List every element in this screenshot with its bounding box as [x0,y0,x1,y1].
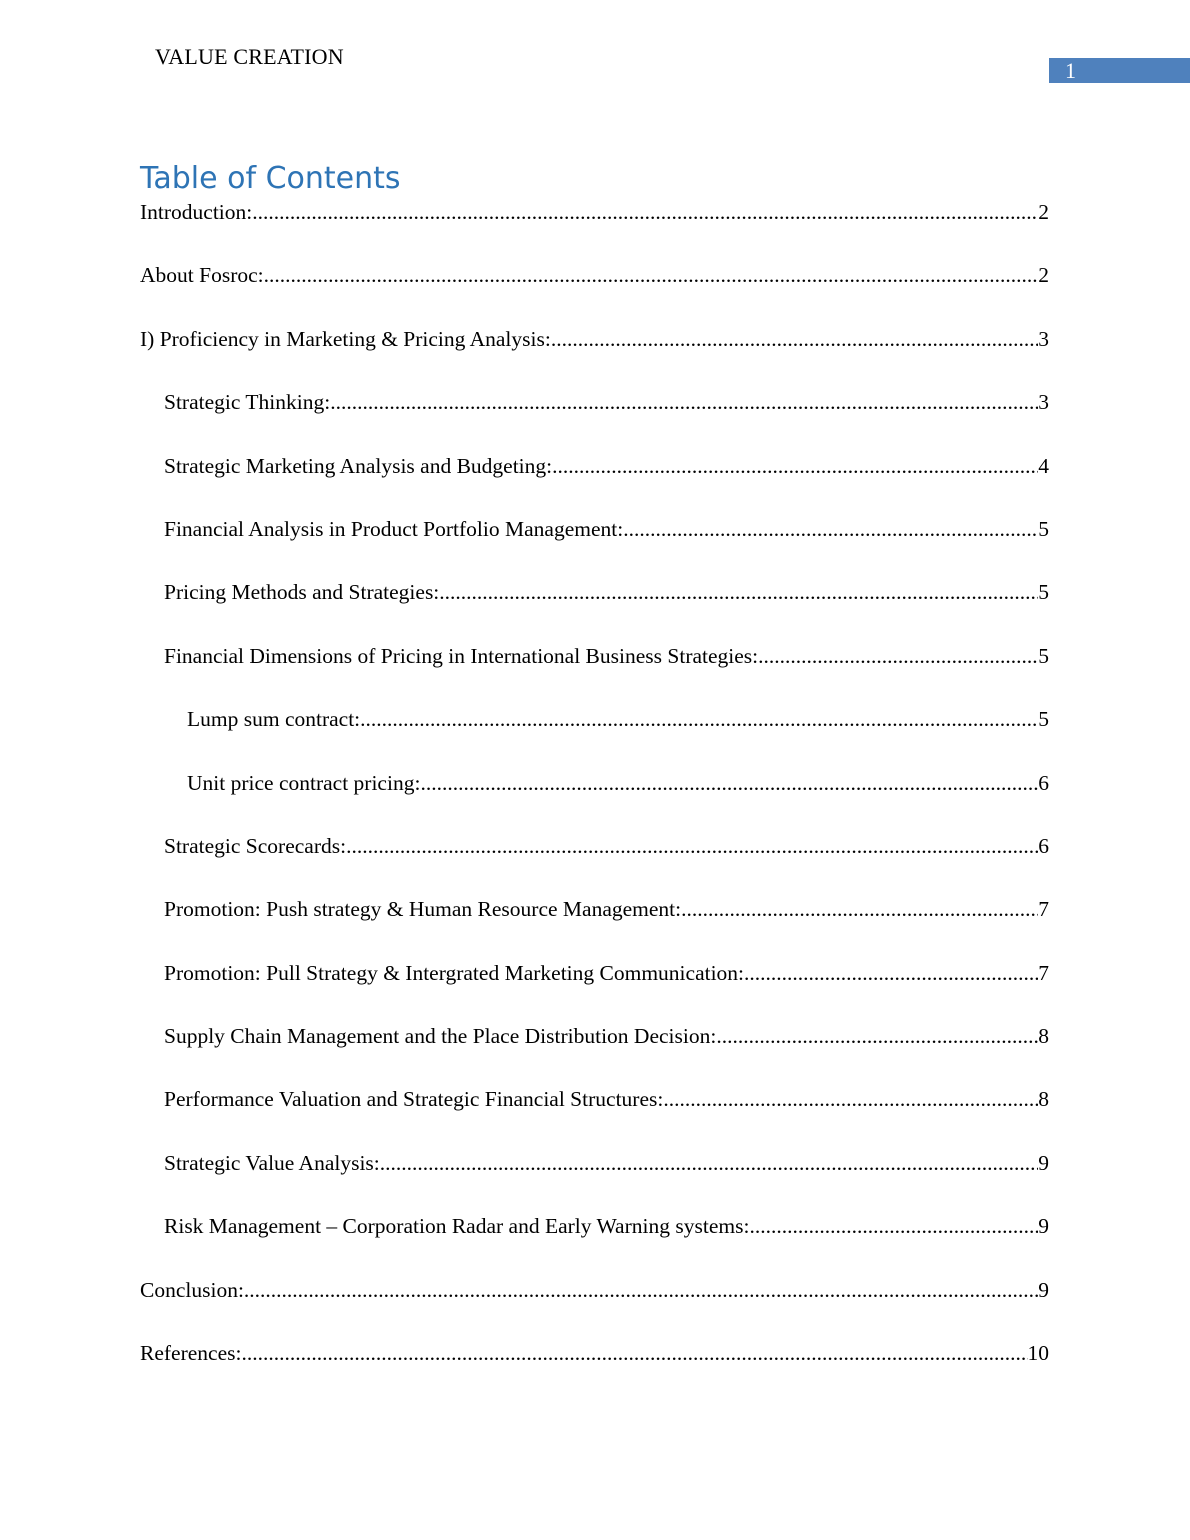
toc-entry-page-number: 5 [1038,643,1049,668]
toc-entry-page-number: 2 [1038,200,1049,224]
toc-entry-page-number: 5 [1038,707,1049,732]
toc-entry[interactable] [140,517,1049,580]
toc-dot-leader [439,580,1038,605]
toc-dot-leader [241,1341,1027,1366]
toc-entry-page-number: 7 [1038,960,1049,985]
toc-entry-title: Strategic Thinking: [164,390,331,415]
page-number: 1 [1065,58,1076,83]
toc-entry[interactable] [140,1087,1049,1150]
toc-dot-leader [346,834,1038,859]
toc-dot-leader [623,517,1038,542]
toc-entry-title: Financial Analysis in Product Portfolio Management: [164,516,624,541]
toc-entry-title: Strategic Marketing Analysis and Budgeting: [164,453,553,478]
toc-entry-title: Supply Chain Management and the Place Distribution Decision: [164,1024,717,1049]
toc-entry-page-number: 10 [1027,1341,1049,1366]
toc-entry-page-number: 8 [1038,1087,1049,1112]
toc-dot-leader [744,961,1038,986]
toc-entry-title: I) Proficiency in Marketing & Pricing Analysis: [140,326,551,351]
toc-entry-title: Risk Management – Corporation Radar and Early Warning systems: [164,1214,750,1239]
toc-entry[interactable] [140,961,1049,1024]
toc-entry-page-number: 8 [1038,1024,1049,1049]
toc-dot-leader [420,771,1038,796]
toc-entry-title: Conclusion: [140,1277,244,1302]
toc-entry-title: Introduction: [140,200,253,224]
toc-entry-title: Promotion: Pull Strategy & Intergrated Marketing Communication: [164,960,745,985]
toc-entry[interactable] [140,263,1049,326]
toc-dot-leader [551,327,1038,352]
toc-dot-leader [552,454,1038,479]
toc-entry-title: Lump sum contract: [187,707,361,732]
toc-entry[interactable] [140,390,1049,453]
toc-entry-page-number: 9 [1038,1277,1049,1302]
toc-entry-page-number: 7 [1038,897,1049,922]
toc-entry[interactable] [140,897,1049,960]
toc-entry[interactable] [140,1024,1049,1087]
toc-dot-leader [749,1214,1038,1239]
toc-entry-title: References: [140,1341,242,1366]
toc-entry[interactable] [140,771,1049,834]
toc-dot-leader [716,1024,1038,1049]
toc-entry[interactable] [140,644,1049,707]
toc-entry[interactable] [140,1151,1049,1214]
toc-entry[interactable] [140,1278,1049,1341]
toc-entry-page-number: 4 [1038,453,1049,478]
toc-entry-title: Financial Dimensions of Pricing in International Business Strategies: [164,643,759,668]
toc-dot-leader [244,1278,1038,1303]
toc-dot-leader [252,200,1038,225]
toc-entry[interactable] [140,327,1049,390]
toc-entry-title: Strategic Value Analysis: [164,1150,380,1175]
toc-entry[interactable] [140,1214,1049,1277]
toc-dot-leader [380,1151,1038,1176]
toc-entry-page-number: 5 [1038,516,1049,541]
toc-dot-leader [681,897,1038,922]
page-number-badge [1049,58,1190,83]
toc-dot-leader [264,263,1039,288]
toc-entry-page-number: 6 [1038,833,1049,858]
toc-entry[interactable] [140,454,1049,517]
toc-entry[interactable] [140,1341,1049,1404]
toc-entry-title: Unit price contract pricing: [187,770,421,795]
running-header-title: VALUE CREATION [155,44,344,69]
toc-entry-page-number: 3 [1038,390,1049,415]
toc-dot-leader [360,707,1038,732]
toc-entry-page-number: 6 [1038,770,1049,795]
toc-entry-title: Strategic Scorecards: [164,833,347,858]
toc-entry[interactable] [140,200,1049,263]
toc-entry-page-number: 2 [1038,263,1049,288]
toc-entry[interactable] [140,580,1049,643]
toc-entry-title: Pricing Methods and Strategies: [164,580,440,605]
toc-list [140,200,1049,1404]
toc-heading: Table of Contents [140,161,401,196]
toc-entry[interactable] [140,707,1049,770]
toc-entry-page-number: 5 [1038,580,1049,605]
toc-dot-leader [663,1087,1038,1112]
toc-entry-page-number: 3 [1038,326,1049,351]
toc-entry-title: Promotion: Push strategy & Human Resource Management: [164,897,682,922]
toc-entry-page-number: 9 [1038,1150,1049,1175]
toc-entry[interactable] [140,834,1049,897]
toc-entry-title: Performance Valuation and Strategic Financial Structures: [164,1087,664,1112]
toc-dot-leader [330,390,1038,415]
toc-entry-title: About Fosroc: [140,263,264,288]
toc-dot-leader [758,644,1038,669]
toc-entry-page-number: 9 [1038,1214,1049,1239]
